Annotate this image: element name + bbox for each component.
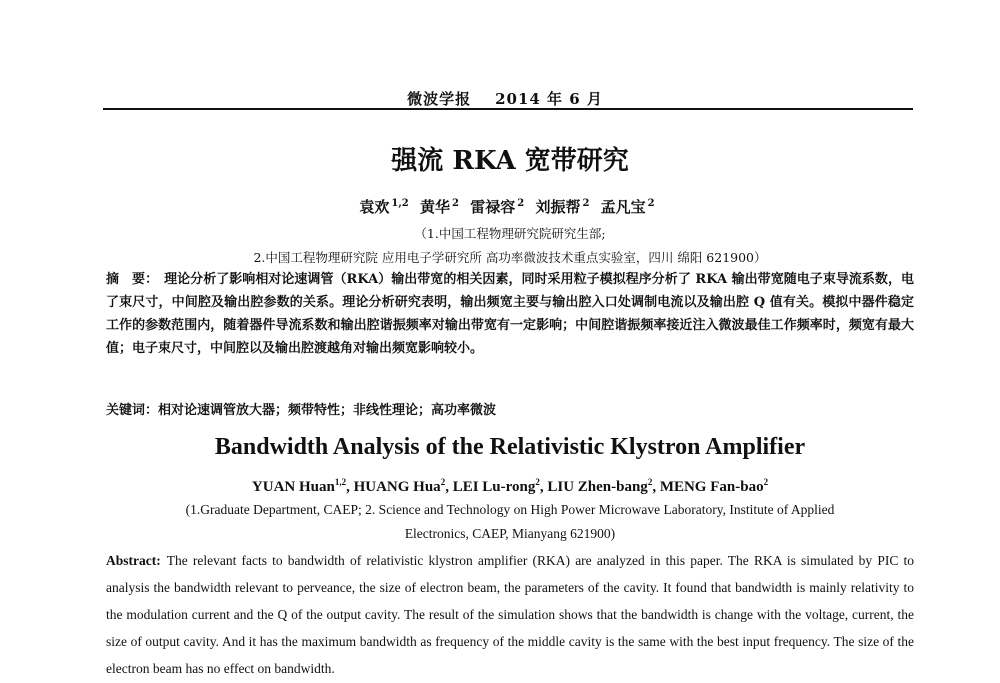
author-affiliation-mark: 1,2 xyxy=(391,198,409,209)
author-name: 刘振帮 xyxy=(535,198,581,216)
header-rule xyxy=(103,108,913,110)
issue-date: 2014 年 6 月 xyxy=(495,90,603,108)
author-name: 雷禄容 xyxy=(470,198,516,216)
author-affiliation-mark: 2 xyxy=(535,477,540,487)
author-name: LIU Zhen-bang xyxy=(547,479,648,495)
author-affiliation-mark: 2 xyxy=(647,198,655,209)
english-authors: YUAN Huan$^{1,2}$, HUANG Hua$^2$, LEI Lu-rong$^2$, LIU Zhen-bang$^2$, MENG Fan-bao$^2$ xyxy=(251,477,769,495)
english-affiliation-line-1: (1.Graduate Department, CAEP; 2. Science and Technology on High Power Microwave Laboratory, Institute of Applied xyxy=(185,502,835,517)
author-affiliation-mark: 2 xyxy=(517,198,525,209)
chinese-authors xyxy=(100,196,920,217)
chinese-abstract xyxy=(106,268,914,360)
english-title: Bandwidth Analysis of the Relativistic Klystron Amplifier xyxy=(214,434,806,460)
english-abstract-text: The relevant facts to bandwidth of relativistic klystron amplifier (RKA) are analyzed in this paper. The RKA is simulated by PIC to analysis the bandwidth relevant to perveance, the size of electron beam, the parameters of the cavity. It found that bandwidth is mainly relativity to the modulation current and the Q of the output cavity. The result of the simulation shows that the bandwidth is change with the voltage, current, the size of output cavity. And it has the maximum bandwidth as frequency of the middle cavity is the same with the best input frequency. The size of the electron beam has no effect on bandwidth. xyxy=(106,553,914,676)
author-name: 孟凡宝 xyxy=(600,198,646,216)
author-affiliation-mark: 2 xyxy=(582,198,590,209)
running-header xyxy=(105,88,905,109)
chinese-keywords-label: 关键词： xyxy=(106,403,159,418)
author-name: 黄华 xyxy=(420,198,451,216)
chinese-affiliation-line-2: 2.中国工程物理研究院 应用电子学研究所 高功率微波技术重点实验室，四川 绵阳 621900） xyxy=(253,250,767,265)
chinese-abstract-text: 理论分析了影响相对论速调管（RKA）输出带宽的相关因素，同时采用粒子模拟程序分析了 RKA 输出带宽随电子束导流系数，电了束尺寸，中间腔及输出腔参数的关系。理论分析研究表明，输出频宽主要与输出腔入口处调制电流以及输出腔 Q 值有关。模拟中器件稳定工作的参数范围内，随着器件导流系数和输出腔谐振频率对输出带宽有一定影响；中间腔谐振频率接近注入微波最佳工作频率时，频宽有最大值；电子束尺寸，中间腔以及输出腔渡越角对输出频宽影响较小。 xyxy=(106,272,914,356)
chinese-title: 强流 RKA 宽带研究 xyxy=(391,146,629,176)
english-abstract-label: Abstract: xyxy=(106,553,161,568)
chinese-keywords-text: 相对论速调管放大器；频带特性；非线性理论；高功率微波 xyxy=(158,403,497,418)
author-affiliation-mark: 1,2 xyxy=(334,477,347,487)
journal-name: 微波学报 xyxy=(407,90,472,108)
author-name: YUAN Huan xyxy=(251,479,335,495)
chinese-abstract-label: 摘 要： xyxy=(106,272,159,287)
english-affiliation-line-2: Electronics, CAEP, Mianyang 621900) xyxy=(404,526,616,541)
author-affiliation-mark: 2 xyxy=(647,477,653,487)
author-affiliation-mark: 2 xyxy=(763,477,769,487)
author-affiliation-mark: 2 xyxy=(440,477,446,487)
author-affiliation-mark: 2 xyxy=(452,198,459,209)
author-name: 袁欢 xyxy=(359,198,390,216)
author-name: LEI Lu-rong xyxy=(452,479,536,495)
author-name: HUANG Hua xyxy=(353,479,441,495)
author-name: MENG Fan-bao xyxy=(659,479,764,495)
chinese-keywords xyxy=(106,399,914,418)
chinese-affiliation-line-1: （1.中国工程物理研究院研究生部; xyxy=(414,226,606,241)
english-abstract xyxy=(106,547,914,682)
